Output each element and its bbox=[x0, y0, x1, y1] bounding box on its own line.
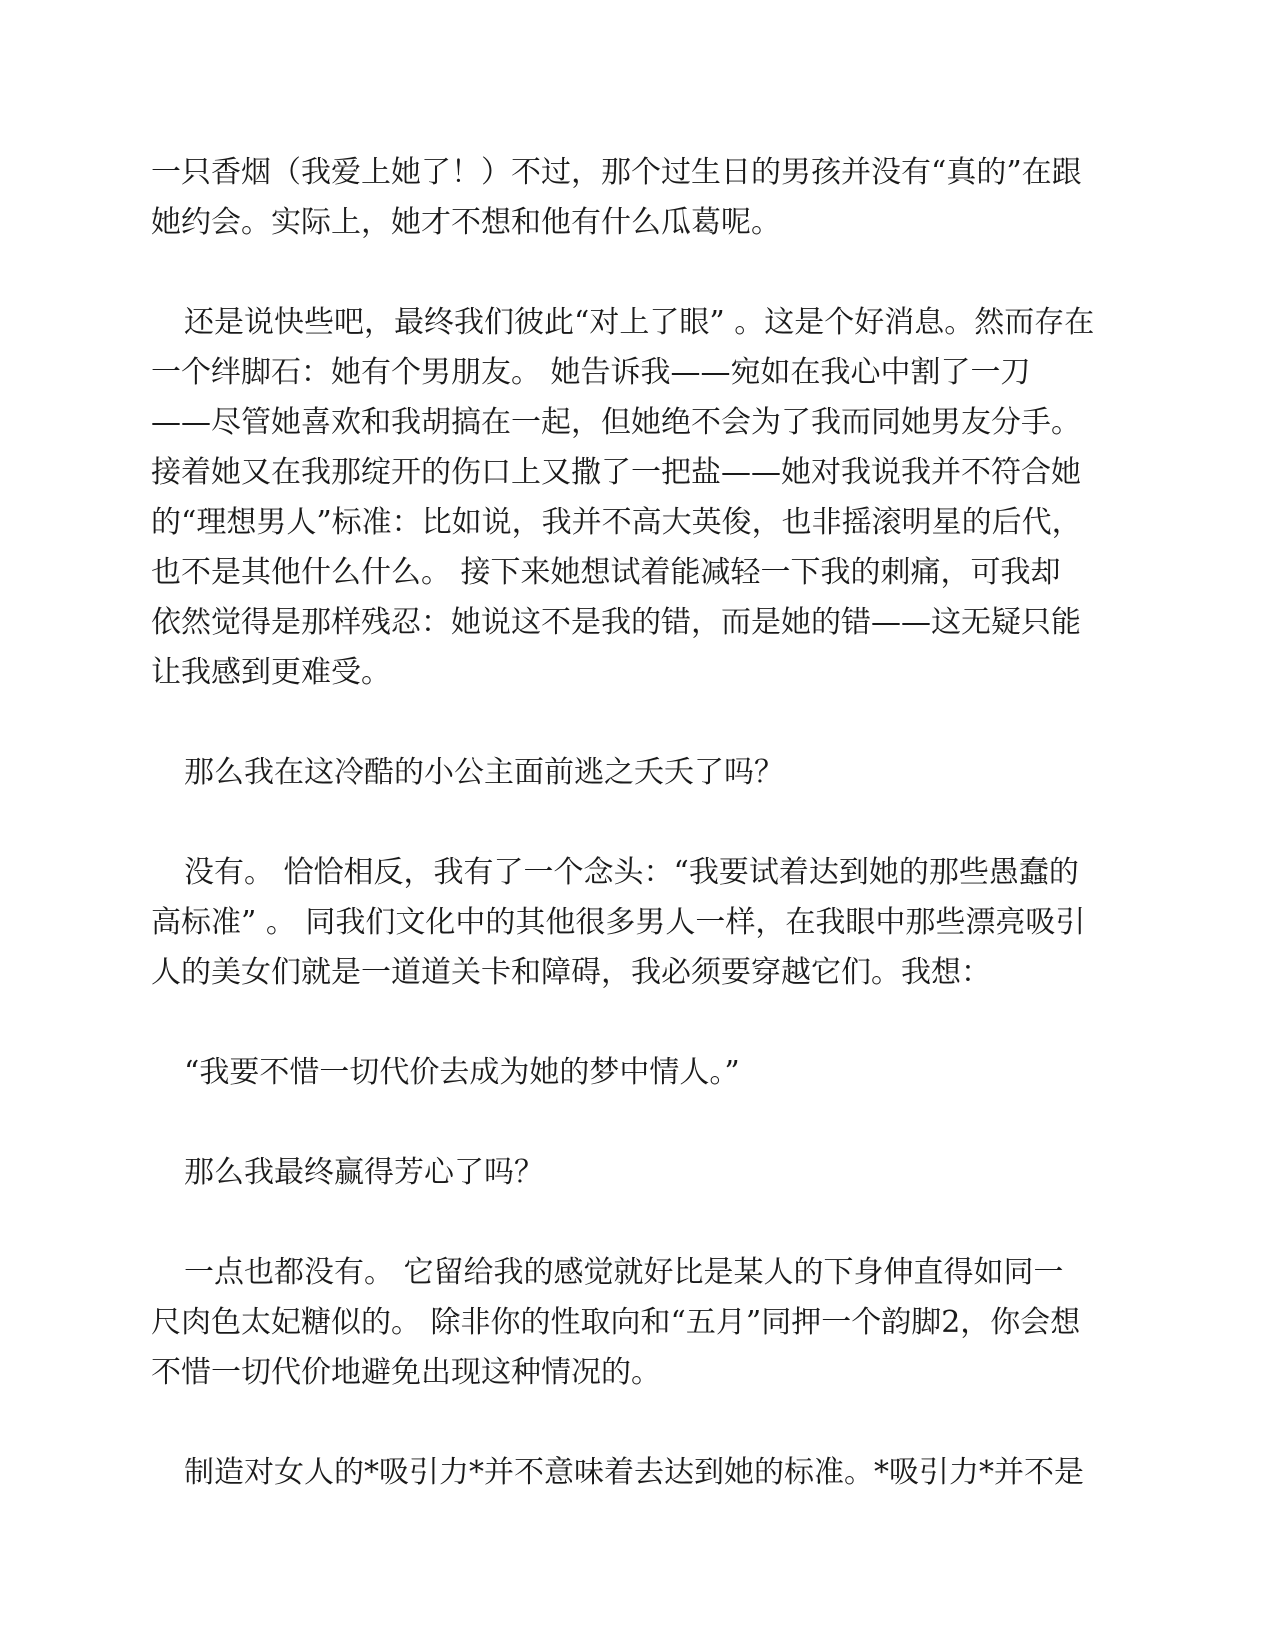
text-line: 也不是其他什么什么。 接下来她想试着能减轻一下我的刺痛，可我却 bbox=[151, 555, 1061, 590]
text-line: 制造对女人的*吸引力*并不意味着去达到她的标准。*吸引力*并不是 bbox=[184, 1455, 1084, 1490]
text-line: ——尽管她喜欢和我胡搞在一起，但她绝不会为了我而同她男友分手。 bbox=[151, 405, 1081, 440]
text-line: 依然觉得是那样残忍：她说这不是我的错，而是她的错——这无疑只能 bbox=[151, 605, 1081, 640]
paragraph-7 bbox=[151, 1248, 1125, 1398]
text-line: 人的美女们就是一道道关卡和障碍，我必须要穿越它们。我想： bbox=[151, 955, 991, 990]
text-line: 她约会。实际上，她才不想和他有什么瓜葛呢。 bbox=[151, 205, 781, 240]
text-line: 不惜一切代价地避免出现这种情况的。 bbox=[151, 1355, 661, 1390]
text-line: 高标准” 。 同我们文化中的其他很多男人一样，在我眼中那些漂亮吸引 bbox=[151, 905, 1086, 940]
paragraph-5 bbox=[151, 1048, 1125, 1098]
text-line: 的“理想男人”标准：比如说，我并不高大英俊，也非摇滚明星的后代， bbox=[151, 505, 1082, 540]
paragraph-3 bbox=[151, 748, 1125, 798]
text-line: “我要不惜一切代价去成为她的梦中情人。” bbox=[184, 1055, 740, 1090]
text-line: 那么我最终赢得芳心了吗？ bbox=[184, 1155, 544, 1190]
text-line: 让我感到更难受。 bbox=[151, 655, 391, 690]
text-line: 尺肉色太妃糖似的。 除非你的性取向和“五月”同押一个韵脚2，你会想 bbox=[151, 1305, 1081, 1340]
text-line: 接着她又在我那绽开的伤口上又撒了一把盐——她对我说我并不符合她 bbox=[151, 455, 1081, 490]
paragraph-8 bbox=[151, 1448, 1125, 1498]
body-text bbox=[151, 148, 1125, 1548]
text-line: 一只香烟（我爱上她了！）不过，那个过生日的男孩并没有“真的”在跟 bbox=[151, 155, 1082, 190]
paragraph-1 bbox=[151, 148, 1125, 248]
paragraph-4 bbox=[151, 848, 1125, 998]
text-line: 没有。 恰恰相反，我有了一个念头：“我要试着达到她的那些愚蠢的 bbox=[184, 855, 1079, 890]
text-line: 那么我在这冷酷的小公主面前逃之夭夭了吗？ bbox=[184, 755, 784, 790]
paragraph-6 bbox=[151, 1148, 1125, 1198]
text-line: 还是说快些吧，最终我们彼此“对上了眼” 。这是个好消息。然而存在 bbox=[184, 305, 1095, 340]
text-line: 一点也都没有。 它留给我的感觉就好比是某人的下身伸直得如同一 bbox=[184, 1255, 1064, 1290]
text-line: 一个绊脚石：她有个男朋友。 她告诉我——宛如在我心中割了一刀 bbox=[151, 355, 1031, 390]
paragraph-2 bbox=[151, 298, 1125, 698]
